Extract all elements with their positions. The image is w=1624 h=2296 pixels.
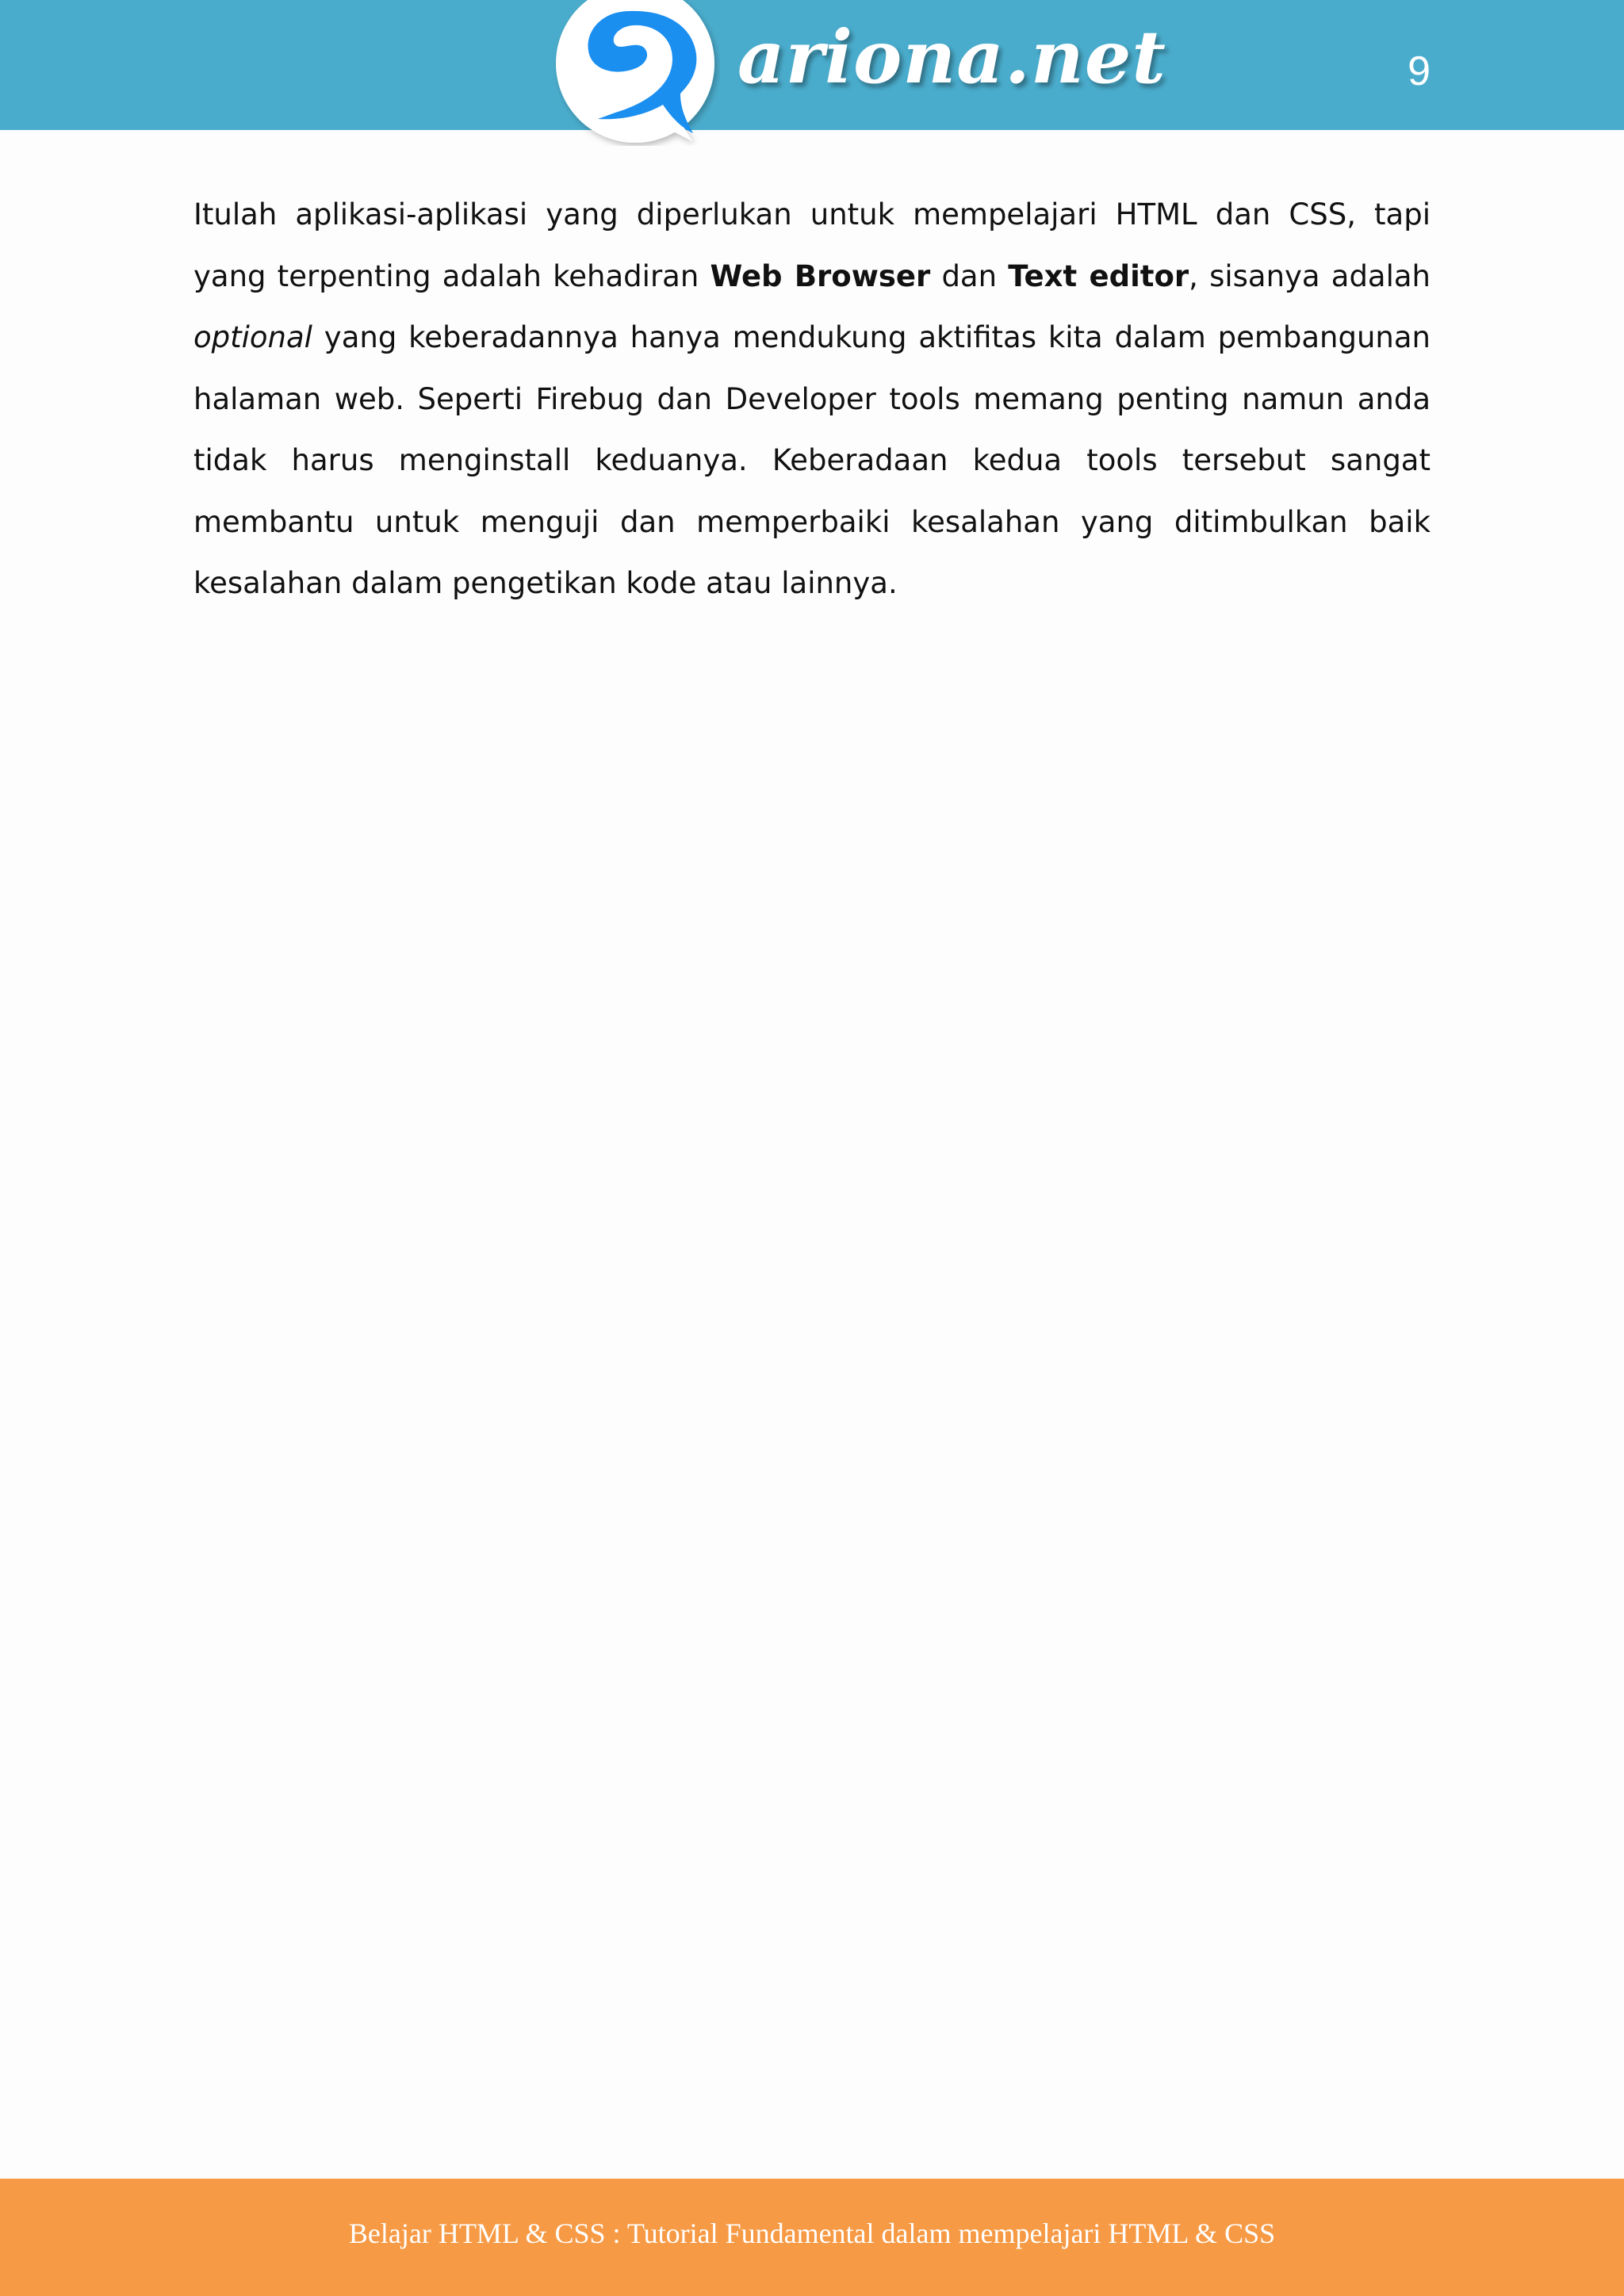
page-header <box>0 0 1624 130</box>
page-number: 9 <box>1408 48 1431 94</box>
site-logo <box>553 0 1166 146</box>
footer-title: Belajar HTML & CSS : Tutorial Fundamental dalam mempelajari HTML & CSS <box>348 2218 1276 2249</box>
paragraph-text: , sisanya adalah <box>1189 258 1431 293</box>
paragraph-text: yang keberadannya hanya mendukung aktifitas kita dalam pembangunan halaman web. Seperti Firebug dan Developer tools memang penting namun anda tidak harus menginstall keduanya. Keberadaan kedua tools tersebut sangat membantu untuk menguji dan memperbaiki kesalahan yang ditimbulkan baik kesalahan dalam pengetikan kode atau lainnya. <box>193 320 1431 600</box>
paragraph <box>193 184 1431 614</box>
body-text <box>193 184 1431 614</box>
paragraph-text: dan <box>930 258 1009 293</box>
paragraph-text: Itulah aplikasi-aplikasi yang diperlukan untuk mempelajari HTML dan CSS, tapi yang terpenting adalah kehadiran <box>193 197 1431 293</box>
page-footer <box>0 2179 1624 2296</box>
italic-term-optional: optional <box>193 320 312 354</box>
bold-term-text-editor: Text editor <box>1008 258 1189 293</box>
bold-term-web-browser: Web Browser <box>710 258 931 293</box>
logo-text: ariona.net <box>737 14 1166 100</box>
chat-bubble-logo-icon <box>553 0 720 146</box>
